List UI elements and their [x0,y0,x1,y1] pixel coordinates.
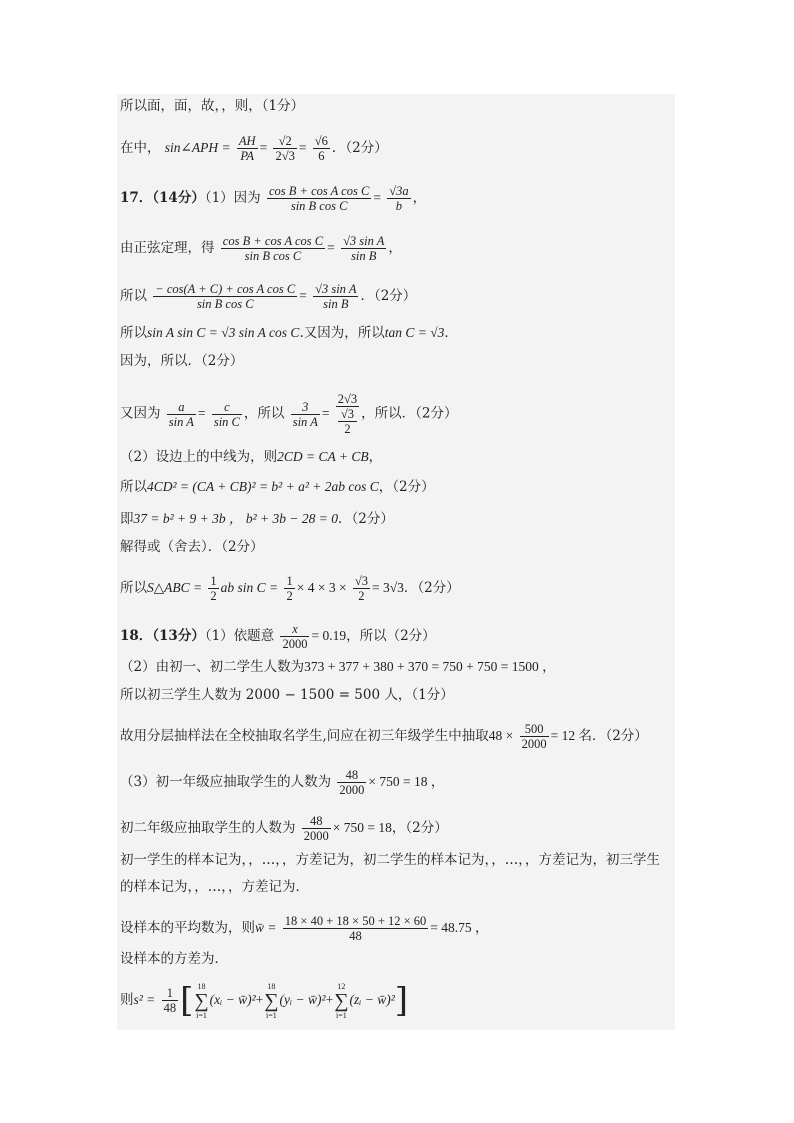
text: 则 [120,992,134,1008]
fraction [273,134,296,163]
fraction [313,134,330,163]
denominator: 2000 [303,829,329,843]
problem-number: 18．（13分） [120,628,205,644]
line-8: 又因为 $\frac{a}{\text{sin A}}$ = $\frac{c}{\text{sin C}}$ ，所以 $\frac{3}{\text{sin A}}$ = 2√3 √3 2 ，所以．（2分） [120,392,458,436]
line-20 [120,851,660,869]
math: 48 × [488,728,514,743]
line-3: 17．（14分）（1）因为 $\frac{\text{cos B + cos A cos C}}{\text{sin B cos C}}$ = $\frac{√3a}{b}$ ， [120,184,427,213]
fraction [341,234,386,263]
math: s² = [133,992,156,1007]
text: 因为，所以．（2分） [120,353,244,369]
fraction [302,814,331,843]
line-5: 所以 $\frac{\text{− cos(A + C) + cos A cos C}}{\text{sin B cos C}}$ = $\frac{\text{√3 sin A}}{\text{sin B}}$ ．（2分） [120,282,417,311]
fraction [291,400,320,429]
text: 所以 [120,580,147,596]
text: 又因为 [120,405,161,422]
numerator: 500 [520,722,549,737]
numerator: 1 [162,986,179,1001]
text: ．（2分） [338,511,394,527]
denominator-fraction [336,407,359,436]
inner-numerator: √3 [338,407,357,422]
fraction [313,282,358,311]
fraction [237,134,258,163]
numerator: √3 sin A [343,234,385,248]
numerator: AH [238,134,256,148]
lower-limit: i=1 [335,1010,347,1020]
line-21 [120,878,309,896]
text: （2）设边上的中线为，则 [120,449,278,465]
sigma: ∑ [194,989,209,1012]
math: = 3√3 [371,580,404,595]
line-9: （2）设边上的中线为，则2CD = CA + CB， [120,449,383,465]
fraction [283,914,429,943]
text: （2分） [605,728,648,744]
numerator: √3 sin A [315,282,357,296]
text: ，（2分） [391,820,448,836]
line-18 [120,768,444,797]
numerator: x [280,622,309,637]
summation [194,982,208,1020]
fraction [337,768,366,797]
numerator: 3 [291,400,320,415]
math: × 750 = 18 [332,820,392,835]
line-10 [120,478,435,496]
denominator: sin B cos C [244,249,302,263]
right-bracket: ] [394,980,409,1021]
denominator: sin A [168,414,194,429]
fraction [167,400,196,429]
line-14 [120,622,436,651]
lower-limit: i=1 [266,1010,277,1020]
line-7 [120,352,243,370]
upper-limit: 12 [337,981,346,991]
text: 又因为，所以 [303,325,385,341]
numerator: √3 [354,574,368,588]
line-16 [120,686,454,704]
fraction [212,400,242,429]
math: ab sin C = [220,580,279,595]
text: （1）依题意 [204,628,275,644]
denominator: b [395,199,403,213]
numerator: √2 [273,134,296,149]
text: ，（2分） [378,479,435,495]
fraction [520,722,549,751]
compound-fraction [336,392,359,436]
text: 初一学生的样本记为，，…，，方差记为，初二学生的样本记为，，…，，方差记为，初三学生 [120,852,660,868]
numerator: √6 [314,134,328,148]
denominator: sin B cos C [290,199,348,213]
line-1 [120,97,304,115]
upper-limit: 18 [267,981,276,991]
text: （1）因为 [204,190,261,206]
denominator: sin C [213,414,240,429]
denominator: 48 [163,1001,177,1015]
math: sin∠APH = [164,140,231,155]
lower-limit: i=1 [196,1010,207,1020]
vector-equation: 2CD = CA + CB [277,449,369,464]
fraction [221,234,325,263]
numerator: 18 × 40 + 18 × 50 + 12 × 60 [284,914,427,928]
math: × 750 = 18 ， [368,774,445,789]
text: 所以 [120,479,147,495]
plus: + [325,992,334,1007]
summation [334,982,348,1020]
denominator: 2 [286,589,293,603]
line-6: 所以sin A sin C = √3 sin A cos C.又因为，所以tan C = √3． [120,325,458,341]
term: (yᵢ − w̄)² [279,992,326,1007]
term: (xᵢ − w̄)² [209,992,256,1007]
numerator: 48 [302,814,331,829]
text: （2）由初一、初二学生人数为 [120,659,305,675]
fraction [280,622,309,651]
text: 初二年级应抽取学生的人数为 [120,820,296,836]
term: (zᵢ − w̄)² [349,992,395,1007]
denominator: 2000 [339,783,365,797]
text: ．（2分） [331,140,388,156]
denominator: sin B [323,297,349,311]
sigma: ∑ [334,989,349,1012]
text: ，所以 [243,405,285,422]
numerator: 1 [210,574,217,588]
numerator: cos B + cos A cos C [222,234,324,248]
fraction [284,574,294,603]
denominator: 2000 [282,637,308,651]
fraction [353,574,370,603]
math: × 4 × 3 × [296,580,347,595]
math: sin A sin C = √3 sin A cos C [147,325,300,340]
math: tan C = √3 [384,325,445,340]
summation [264,982,278,1020]
line-24 [120,980,408,1021]
vector-equation: 4CD² = (CA + CB)² = b² + a² + 2ab cos C [147,479,379,494]
numerator: 1 [286,574,293,588]
line-19 [120,814,448,843]
left-bracket: [ [180,980,194,1021]
denominator: 2000 [521,737,547,751]
denominator: sin B [351,249,377,263]
line-15 [120,658,556,676]
text: 所以初三学生人数为 2000 − 1500 = 500 人，（1分） [120,687,454,703]
line-22 [120,914,489,943]
numerator: √3a [389,184,409,198]
numerator: a [167,400,196,415]
line-17 [120,722,648,751]
denominator: 2√3 [275,149,295,163]
math: 373 + 377 + 380 + 370 = 750 + 750 = 1500 ， [304,659,556,674]
text: 设样本的平均数为，则 [120,920,255,936]
denominator: PA [240,149,255,163]
text: 解得或（舍去）．（2分） [120,539,264,555]
denominator: 2 [358,589,365,603]
text: 所以 [120,288,147,304]
denominator: sin B cos C [196,297,254,311]
math: = 48.75 ， [430,920,489,935]
fraction [208,574,218,603]
line-23 [120,950,228,968]
text: 故用分层抽样法在全校抽取名学生,问应在初三年级学生中抽取 [120,728,489,744]
solution-document [117,94,675,1030]
text: 所以 [120,325,147,341]
text: ．（2分） [360,288,417,304]
text: ．（2分） [403,580,460,596]
sigma: ∑ [264,989,279,1012]
text: ，所以．（2分） [361,405,458,422]
line-11 [120,510,394,528]
text: （3）初一年级应抽取学生的人数为 [120,774,332,790]
text: 由正弦定理，得 [120,240,215,256]
denominator: 6 [318,149,325,163]
line-12 [120,538,264,556]
text: ，所以（2分） [346,628,436,644]
text: 的样本记为，，…，，方差记为． [120,879,309,895]
numerator: − cos(A + C) + cos A cos C [155,282,296,296]
math: S△ABC = [147,580,203,595]
math: 37 = b² + 9 + 3b ， b² + 3b − 28 = 0 [133,511,339,526]
denominator: 2 [210,589,217,603]
fraction [162,986,179,1015]
upper-limit: 18 [197,981,206,991]
line-4: 由正弦定理，得 $\frac{\text{cos B + cos A cos C}}{\text{sin B cos C}}$ = $\frac{\text{√3 sin A}}{\text{sin B}}$ ， [120,234,402,263]
math: = 0.19 [311,628,347,643]
math: w̄ = [255,920,277,935]
text: 所以面，面，故，，则，（1分） [120,98,305,114]
line-2: 在中， sin∠APH = $\frac{AH}{PA}$ = $\frac{√2}{2√3}$ = $\frac{√6}{6}$ ．（2分） [120,134,388,163]
plus: + [255,992,264,1007]
math: = 12 名． [550,728,606,743]
numerator: 2√3 [337,392,358,406]
numerator: 48 [337,768,366,783]
line-13 [120,574,460,603]
numerator: cos B + cos A cos C [268,184,370,198]
numerator: c [212,400,242,415]
text: 设样本的方差为． [120,951,228,967]
fraction [267,184,371,213]
fraction [153,282,297,311]
denominator: sin A [292,414,318,429]
text: 在中， [120,140,161,156]
text: 即 [120,511,134,527]
fraction [387,184,410,213]
denominator: 48 [349,929,362,943]
inner-denominator: 2 [344,422,351,436]
problem-number: 17．（14分） [120,190,205,206]
